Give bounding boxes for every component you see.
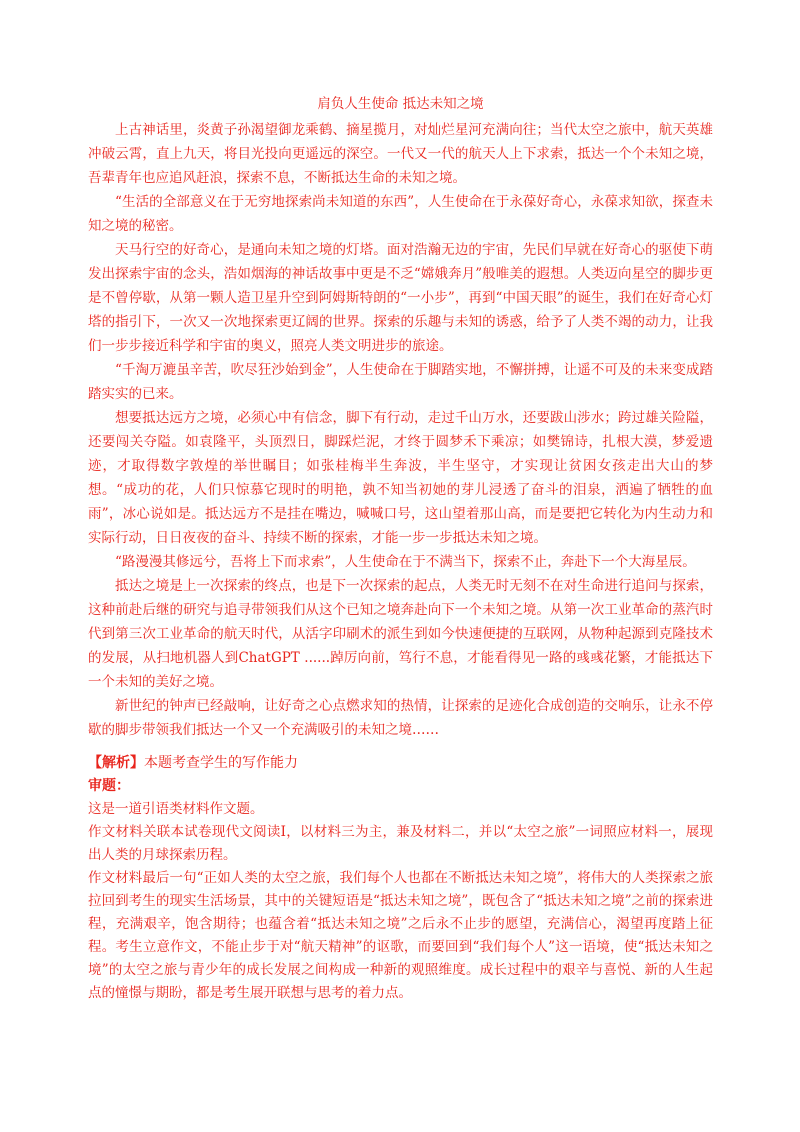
essay-paragraph-6: “路漫漫其修远兮，吾将上下而求索”，人生使命在于不满当下，探索不止，奔赴下一个大海星辰。 <box>115 554 696 570</box>
essay-paragraph-4: “千淘万漉虽辛苦，吹尽狂沙始到金”，人生使命在于脚踏实地，不懈拼搏，让遥不可及的未来变成踏踏实实的已来。 <box>88 362 713 402</box>
analysis-heading-text: 本题考查学生的写作能力 <box>144 755 298 771</box>
essay-paragraph-8: 新世纪的钟声已经敲响，让好奇之心点燃求知的热情，让探索的足迹化合成创造的交响乐，让永不停歇的脚步带领我们抵达一个又一个充满吸引的未知之境…… <box>88 698 713 738</box>
essay-paragraph-3: 天马行空的好奇心，是通向未知之境的灯塔。面对浩瀚无边的宇宙，先民们早就在好奇心的驱使下萌发出探索宇宙的念头，浩如烟海的神话故事中更是不乏“嫦娥奔月”般唯美的遐想。人类迈向星空的脚步更是不曾停歇，从第一颗人造卫星升空到阿姆斯特朗的“一小步”，再到“中国天眼”的诞生，我们在好奇心灯塔的指引下，一次又一次地探索更辽阔的世界。探索的乐趣与未知的诱惑，给予了人类不竭的动力，让我们一步步接近科学和宇宙的奥义，照亮人类文明进步的旅途。 <box>88 242 713 354</box>
analysis-line-2: 作文材料关联本试卷现代文阅读Ⅰ，以材料三为主，兼及材料二，并以“太空之旅”一词照应材料一，展现出人类的月球探索历程。 <box>88 824 713 863</box>
analysis-label: 【解析】 <box>88 755 144 771</box>
essay-paragraph-7: 抵达之境是上一次探索的终点，也是下一次探索的起点，人类无时无刻不在对生命进行追问与探索，这种前赴后继的研究与追寻带领我们从这个已知之境奔赴向下一个未知之境。从第一次工业革命的蒸汽时代到第三次工业革命的航天时代，从活字印刷术的派生到如今快速便捷的互联网，从物种起源到克隆技术的发展，从扫地机器人到ChatGPT ......踔厉向前，笃行不息，才能看得见一路的彧彧花繁，才能抵达下一个未知的美好之境。 <box>88 578 713 690</box>
analysis-line-3: 作文材料最后一句“正如人类的太空之旅，我们每个人也都在不断抵达未知之境”，将伟大的人类探索之旅拉回到考生的现实生活场景，其中的关键短语是“抵达未知之境”，既包含了“抵达未知之境”之前的探索进程，充满艰辛，饱含期待；也蕴含着“抵达未知之境”之后永不止步的愿望，充满信心，渴望再度踏上征程。考生立意作文，不能止步于对“航天精神”的讴歌，而要回到“我们每个人”这一语境，使“抵达未知之境”的太空之旅与青少年的成长发展之间构成一种新的观照维度。成长过程中的艰辛与喜悦、新的人生起点的憧憬与期盼，都是考生展开联想与思考的着力点。 <box>88 870 713 1001</box>
essay-title: 肩负人生使命 抵达未知之境 <box>317 96 484 112</box>
essay-paragraph-2: “生活的全部意义在于无穷地探索尚未知道的东西”，人生使命在于永葆好奇心，永葆求知欲，探查未知之境的秘密。 <box>88 194 713 234</box>
analysis-line-1: 这是一道引语类材料作文题。 <box>88 801 264 817</box>
essay-paragraph-5: 想要抵达远方之境，必须心中有信念，脚下有行动，走过千山万水，还要跋山涉水；跨过雄关险隘，还要闯关夺隘。如袁隆平，头顶烈日，脚踩烂泥，才终于圆梦禾下乘凉；如樊锦诗，扎根大漠，梦爱遗迹，才取得数字敦煌的举世瞩目；如张桂梅半生奔波，半生坚守，才实现让贫困女孩走出大山的梦想。“成功的花，人们只惊慕它现时的明艳，孰不知当初她的芽儿浸透了奋斗的泪泉，洒遍了牺牲的血雨”，冰心说如是。抵达远方不是挂在嘴边，喊喊口号，这山望着那山高，而是要把它转化为内生动力和实际行动，日日夜夜的奋斗、持续不断的探索，才能一步一步抵达未知之境。 <box>88 410 713 546</box>
essay-section <box>88 95 713 742</box>
analysis-heading <box>88 752 713 775</box>
essay-paragraph-1: 上古神话里，炎黄子孙渴望御龙乘鹤、摘星揽月，对灿烂星河充满向往；当代太空之旅中，航天英雄冲破云霄，直上九天，将目光投向更遥远的深空。一代又一代的航天人上下求索，抵达一个个未知之境，吾辈青年也应追风赶浪，探索不息，不断抵达生命的未知之境。 <box>88 122 713 186</box>
review-subheading: 审题： <box>88 778 130 794</box>
analysis-section <box>88 752 713 1005</box>
